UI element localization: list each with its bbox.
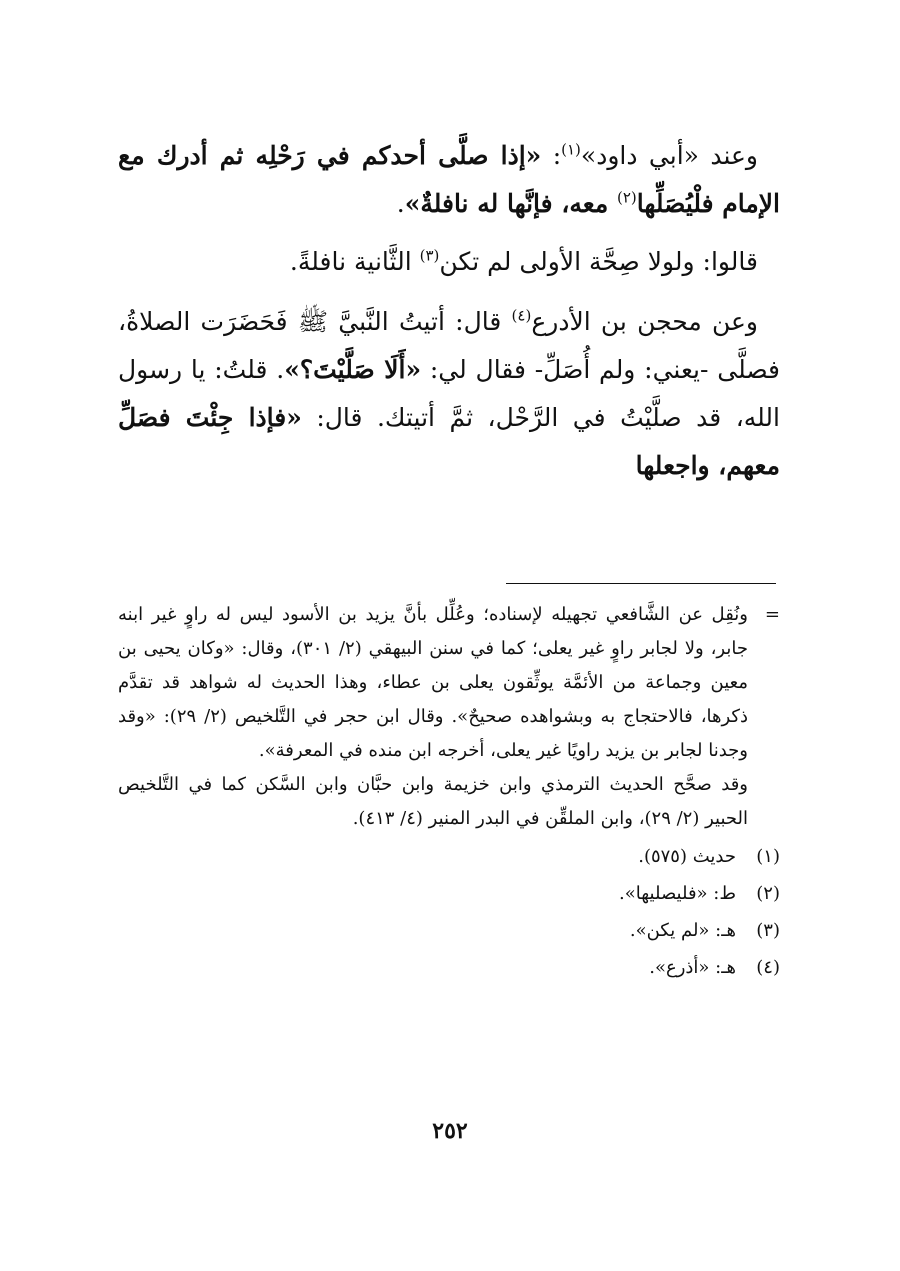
footnote-text: ط: «فليصليها». [619,883,736,904]
paragraph-text: : [541,141,562,170]
paragraph-abu-dawud [118,132,780,228]
paragraph-text: الثَّانية نافلةً. [289,247,420,276]
page-number: ٢٥٢ [432,1118,468,1144]
main-text-body [118,132,780,502]
footnote-paragraph: وقد صحَّح الحديث الترمذي وابن خزيمة وابن حبَّان وابن السَّكن كما في التَّلخيص الحبير (٢/ ٢٩)، وابن الملقِّن في البدر المنير (٤/ ٤١٣). [118,774,748,829]
hadith-quote: «إذا صلَّى أحدكم في رَحْلِه ثم أدرك مع الإمام فلْيُصَلِّها [118,141,780,218]
paragraph-text: وعند «أبي داود» [580,141,759,170]
paragraph-text: . [396,189,405,218]
paragraph-qalu [118,238,780,286]
footnote-number: (٢) [756,883,780,904]
paragraph-text: وعن محجن بن الأدرع [531,307,758,336]
paragraph-text: قال: أتيتُ النَّبيَّ ﷺ فَحَضَرَت الصلاةُ، فصلَّى -يعني: ولم أُصَلِّ- فقال لي: [118,307,780,384]
footnote-item [118,840,780,874]
paragraph-text: قالوا: ولولا صِحَّة الأولى لم تكن [439,247,758,276]
footnote-list [118,840,780,985]
footnote-text: حديث (٥٧٥). [638,846,736,867]
footnote-continuation [118,598,780,768]
footnote-text: هـ: «أذرع». [649,957,736,978]
footnote-ref-3[interactable]: (٣) [419,246,440,265]
footnote-item [118,877,780,911]
hadith-quote: «فإذا جِئْتَ فصَلِّ معهم، واجعلها [118,403,780,480]
paragraph-mihjan [118,298,780,490]
continuation-mark: = [764,604,780,625]
footnotes-section [118,598,780,988]
footnote-number: (٣) [756,920,780,941]
footnote-ref-1[interactable]: (١) [561,140,581,159]
footnote-item [118,951,780,985]
footnote-item [118,914,780,948]
footnote-text: ونُقِل عن الشَّافعي تجهيله لإسناده؛ وعُلِّل بأنَّ يزيد بن الأسود ليس له راوٍ غير ابنه جابر، ولا لجابر راوٍ غير يعلى؛ كما في سنن البيهقي (٢/ ٣٠١)، وقال: «وكان يحيى بن معين وجماعة من الأئمَّة يوثِّقون يعلى بن عطاء، وهذا الحديث له شواهد قد تقدَّم ذكرها، فالاحتجاج به وبشواهده صحيحٌ». وقال ابن حجر في التَّلخيص (٢/ ٢٩): «وقد وجدنا لجابر بن يزيد راويًا غير يعلى، أخرجه ابن منده في المعرفة». [118,604,748,761]
paragraph-text: . قلتُ: يا رسول الله، قد صلَّيْتُ في الرَّحْل، ثمَّ أتيتك. قال: [118,355,780,432]
footnote-number: (٤) [756,957,780,978]
hadith-quote: معه، فإنَّها له نافلةٌ» [404,189,617,218]
footnote-number: (١) [756,846,780,867]
footnote-divider [506,583,776,584]
footnote-text: هـ: «لم يكن». [629,920,736,941]
footnote-ref-4[interactable]: (٤) [511,306,532,325]
footnote-ref-2[interactable]: (٢) [616,188,637,207]
hadith-quote: «أَلَا صَلَّيْتَ؟» [284,355,422,384]
